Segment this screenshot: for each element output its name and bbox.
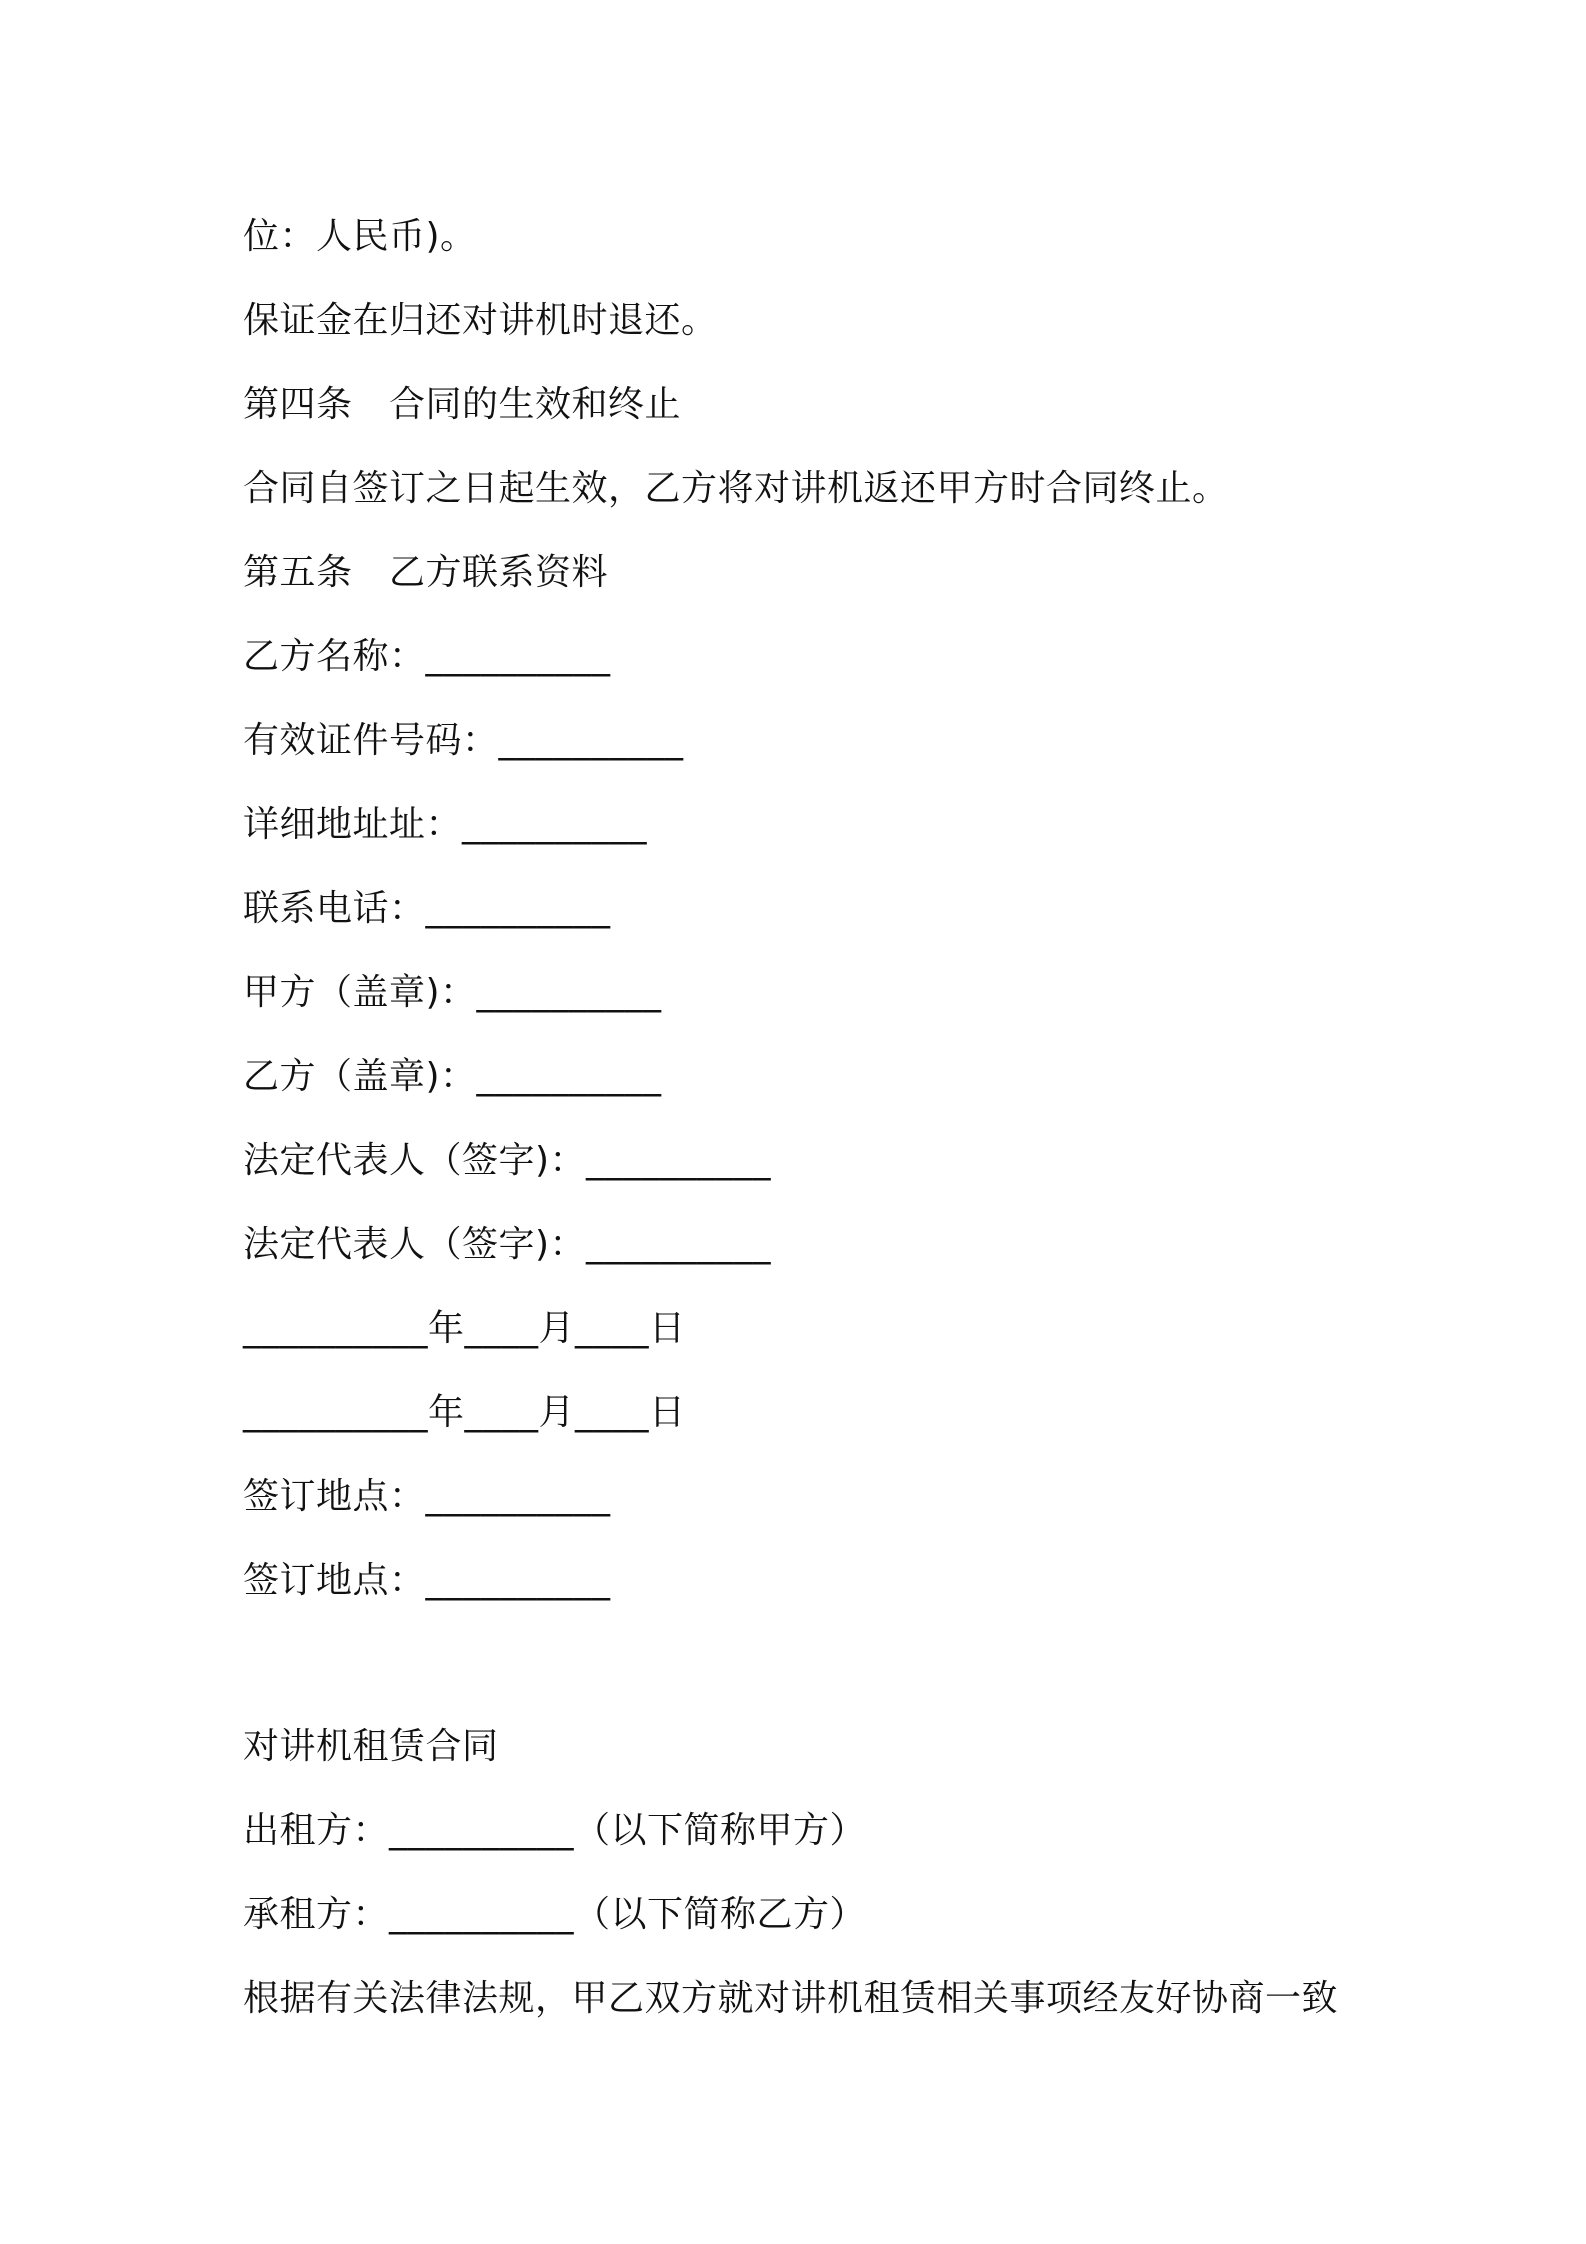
contract-preamble: 根据有关法律法规，甲乙双方就对讲机租赁相关事项经友好协商一致 [243, 1978, 1339, 2019]
text-line-unit: 位：人民币)。 [243, 216, 477, 257]
field-lessee: 承租方：__________（以下简称乙方） [243, 1894, 867, 1935]
text-line-deposit-return: 保证金在归还对讲机时退还。 [243, 300, 718, 341]
section-spacer [243, 1623, 1393, 1705]
article-4-heading: 第四条 合同的生效和终止 [243, 384, 682, 425]
contract-title: 对讲机租赁合同 [243, 1726, 499, 1767]
document-page [243, 195, 1393, 2041]
field-lessor: 出租方：__________（以下简称甲方） [243, 1810, 867, 1851]
article-4-text: 合同自签订之日起生效，乙方将对讲机返还甲方时合同终止。 [243, 468, 1229, 509]
field-legal-rep-signature-a: 法定代表人（签字)：__________ [243, 1140, 772, 1181]
field-phone: 联系电话：__________ [243, 888, 611, 929]
field-legal-rep-signature-b: 法定代表人（签字)：__________ [243, 1224, 772, 1265]
field-address: 详细地址址：__________ [243, 804, 648, 845]
field-date-a: __________年____月____日 [243, 1308, 686, 1349]
field-party-a-seal: 甲方（盖章)：__________ [243, 972, 662, 1013]
field-party-b-name: 乙方名称：__________ [243, 636, 611, 677]
field-id-number: 有效证件号码：__________ [243, 720, 684, 761]
field-party-b-seal: 乙方（盖章)：__________ [243, 1056, 662, 1097]
article-5-heading: 第五条 乙方联系资料 [243, 552, 609, 593]
field-signing-place-b: 签订地点：__________ [243, 1560, 611, 1601]
field-signing-place-a: 签订地点：__________ [243, 1476, 611, 1517]
field-date-b: __________年____月____日 [243, 1392, 686, 1433]
